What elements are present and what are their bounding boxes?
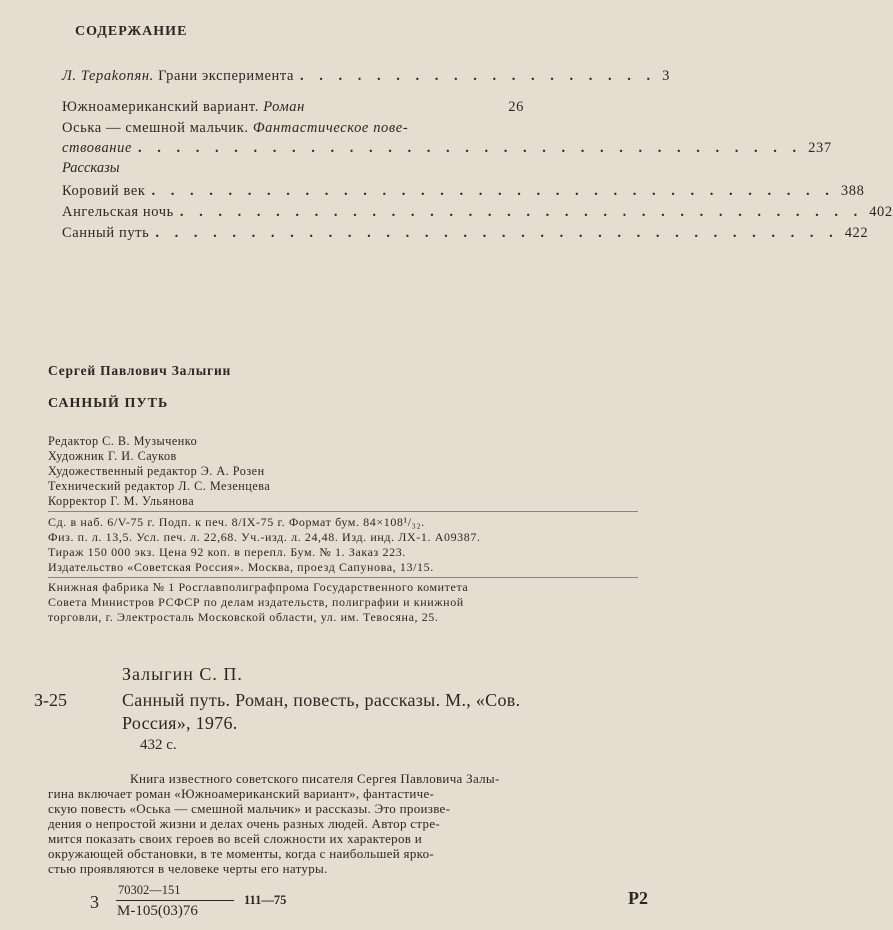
divider <box>48 511 638 512</box>
toc-entry-text: Южноамериканский вариант. <box>62 99 259 115</box>
biblio-code: З-25 <box>34 690 68 710</box>
formula-denominator: М-105(03)76 <box>117 903 198 919</box>
credit-proofreader: Корректор Г. М. Ульянова <box>48 494 195 508</box>
biblio-title-line: Россия», 1976. <box>122 713 238 733</box>
tech-spec-line: Тираж 150 000 экз. Цена 92 коп. в перепл. Бум. № 1. Заказ 223. <box>48 545 406 559</box>
toc-entry-author: Л. Терakопян. <box>62 68 154 84</box>
leader-dots: . . . . . . . . . . . . . . . . . . . <box>300 68 657 84</box>
annotation-line: гина включает роман «Южноамериканский вариант», фантастиче- <box>48 786 435 801</box>
printer-line: торговли, г. Электросталь Московской области, ул. им. Тевосяна, 25. <box>48 610 439 624</box>
formula-numerator: 70302—151 <box>118 883 181 897</box>
annotation-line: дения о непростой жизни и делах очень разных людей. Автор стре- <box>48 816 441 831</box>
toc-entry-story <box>62 225 869 242</box>
annotation-line: окружающей обстановки, в те моменты, когда с наибольшей ярко- <box>48 846 435 861</box>
toc-entry-novel <box>62 99 524 116</box>
toc-entry-page: 26 <box>508 99 524 115</box>
toc-entry-genre-cont: ствование <box>62 140 132 156</box>
annotation-line: мится показать своих героев во всей сложности их характеров и <box>48 831 423 846</box>
toc-entry-novella-cont <box>62 140 832 157</box>
toc-entry-page: 422 <box>844 225 869 241</box>
annotation-line: Книга известного советского писателя Сергея Павловича Залы- <box>130 771 500 786</box>
formula-code: 111—75 <box>244 893 287 907</box>
leader-dots: . . . . . . . . . . . . . . . . . . . . . . . . . . . . . . . . . . . . <box>155 225 839 241</box>
toc-entry-text: Оська — смешной мальчик. <box>62 120 249 136</box>
toc-entry-genre: Фантастическое пове- <box>252 120 409 136</box>
annotation-line: скую повесть «Оська — смешной мальчик» и рассказы. Это произве- <box>48 801 451 816</box>
divider <box>48 577 638 578</box>
biblio-pages: 432 с. <box>140 737 177 753</box>
toc-title: СОДЕРЖАНИЕ <box>75 24 188 39</box>
leader-dots: . . . . . . . . . . . . . . . . . . . . . . . . . . . . . . . . . . . . <box>151 183 835 199</box>
tech-spec-line: Физ. п. л. 13,5. Усл. печ. л. 22,68. Уч.-изд. л. 24,48. Изд. инд. ЛХ-1. А09387. <box>48 530 481 544</box>
colophon-author: Сергей Павлович Залыгин <box>48 363 232 378</box>
toc-entry-story <box>62 183 865 200</box>
biblio-author: Залыгин С. П. <box>122 664 243 684</box>
toc-entry-genre: Роман <box>263 99 305 115</box>
credit-art-editor: Художественный редактор Э. А. Розен <box>48 464 265 478</box>
toc-entry-novella <box>62 120 524 137</box>
colophon-book-title: САННЫЙ ПУТЬ <box>48 396 169 411</box>
toc-section-stories: Рассказы <box>62 160 120 176</box>
formula-fraction-bar <box>116 900 234 901</box>
toc-entry-page: 388 <box>840 183 865 199</box>
classification-code: Р2 <box>628 888 648 908</box>
toc-entry-text: Грани эксперимента <box>158 68 295 84</box>
toc-entry-page: 3 <box>662 68 671 84</box>
toc-entry-text: Ангельская ночь <box>62 204 174 220</box>
credit-editor: Редактор С. В. Музыченко <box>48 434 198 448</box>
printer-line: Книжная фабрика № 1 Росглавполиграфпрома Государственного комитета <box>48 580 469 594</box>
tech-spec-line: Сд. в наб. 6/V-75 г. Подп. к печ. 8/IX-75 г. Формат бум. 84×108¹/₃₂. <box>48 515 425 529</box>
toc-entry-text: Коровий век <box>62 183 146 199</box>
toc-entry-text: Санный путь <box>62 225 150 241</box>
leader-dots: . . . . . . . . . . . . . . . . . . . . . . . . . . . . . . . . . . . . <box>179 204 864 220</box>
toc-entry-story <box>62 204 893 221</box>
leader-dots: . . . . . . . . . . . . . . . . . . . . . . . . . . . . . . . . . . . <box>138 140 803 156</box>
toc-entry-page: 402 <box>869 204 893 220</box>
formula-number: 3 <box>90 892 99 912</box>
biblio-title-line: Санный путь. Роман, повесть, рассказы. М., «Сов. <box>122 690 521 710</box>
toc-entry-intro <box>62 68 671 85</box>
printer-line: Совета Министров РСФСР по делам издательств, полиграфии и книжной <box>48 595 464 609</box>
publisher-line: Издательство «Советская Россия». Москва, проезд Сапунова, 13/15. <box>48 560 434 574</box>
credit-tech-editor: Технический редактор Л. С. Мезенцева <box>48 479 271 493</box>
toc-entry-page: 237 <box>808 140 832 156</box>
annotation-line: стью проявляются в человеке черты его натуры. <box>48 861 328 876</box>
credit-artist: Художник Г. И. Сауков <box>48 449 177 463</box>
